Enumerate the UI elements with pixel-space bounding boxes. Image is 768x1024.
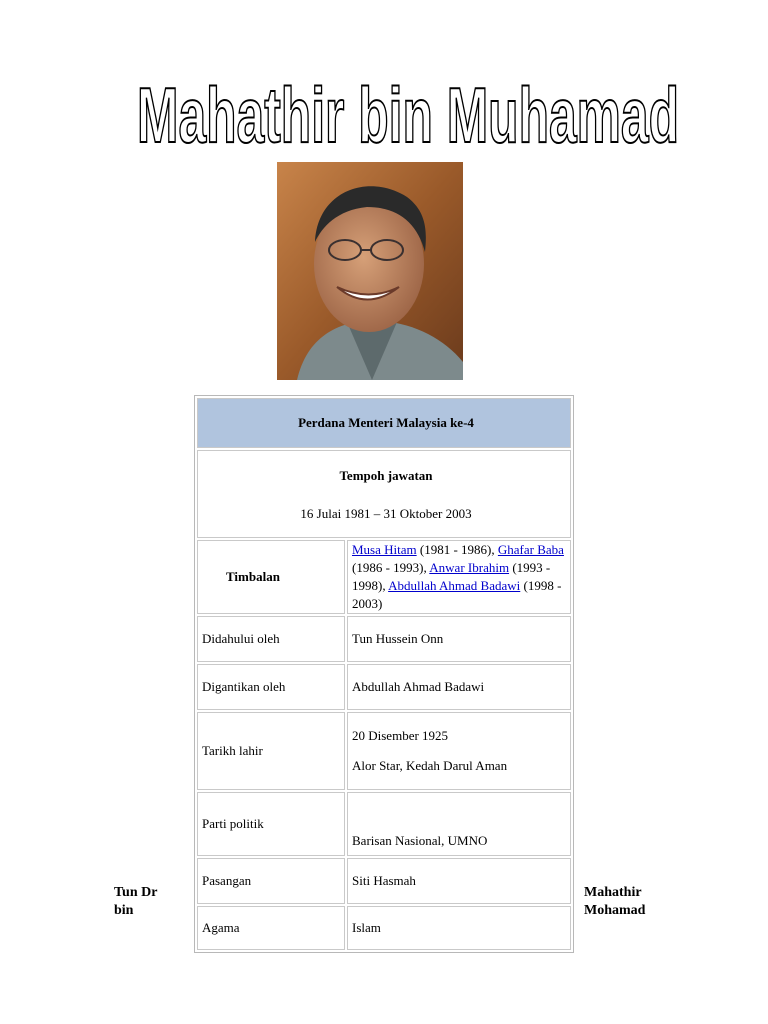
pasangan-label: Pasangan (197, 858, 345, 904)
timbalan-years: (1993 - 1998), (352, 560, 551, 593)
side-text-left (114, 884, 157, 920)
didahului-value: Tun Hussein Onn (347, 616, 571, 662)
table-row (197, 792, 571, 856)
tarikh-label: Tarikh lahir (197, 712, 345, 790)
table-row (197, 858, 571, 904)
table-row (197, 664, 571, 710)
timbalan-value (347, 540, 571, 614)
side-right-line2: Mohamad (584, 903, 646, 918)
timbalan-link[interactable]: Anwar Ibrahim (429, 560, 510, 575)
timbalan-label: Timbalan (197, 540, 345, 614)
parti-label: Parti politik (197, 792, 345, 856)
table-row (197, 450, 571, 538)
timbalan-years: (1986 - 1993), (352, 560, 430, 575)
timbalan-years: (1998 - 2003) (352, 578, 562, 611)
timbalan-link[interactable]: Musa Hitam (352, 542, 417, 557)
table-row (197, 398, 571, 448)
timbalan-link[interactable]: Abdullah Ahmad Badawi (388, 578, 521, 593)
page-title-wordart (0, 60, 768, 160)
digantikan-label: Digantikan oleh (197, 664, 345, 710)
side-left-line2: bin (114, 903, 134, 918)
tempoh-label: Tempoh jawatan (339, 468, 433, 483)
agama-value: Islam (347, 906, 571, 950)
tarikh-date: 20 Disember 1925 (352, 728, 449, 743)
tarikh-place: Alor Star, Kedah Darul Aman (352, 758, 508, 773)
parti-value: Barisan Nasional, UMNO (347, 792, 571, 856)
side-text-right (584, 884, 645, 920)
infobox-header: Perdana Menteri Malaysia ke-4 (197, 398, 571, 448)
timbalan-years: (1981 - 1986), (416, 542, 498, 557)
timbalan-link[interactable]: Ghafar Baba (497, 542, 564, 557)
table-row (197, 616, 571, 662)
tempoh-cell (197, 450, 571, 538)
table-row (197, 712, 571, 790)
infobox-table (194, 395, 574, 953)
tarikh-value (347, 712, 571, 790)
agama-label: Agama (197, 906, 345, 950)
table-row (197, 906, 571, 950)
page-title: Mahathir bin Muhamad (137, 71, 679, 159)
pasangan-value: Siti Hasmah (347, 858, 571, 904)
didahului-label: Didahului oleh (197, 616, 345, 662)
side-right-line1: Mahathir (584, 885, 642, 900)
digantikan-value: Abdullah Ahmad Badawi (347, 664, 571, 710)
table-row (197, 540, 571, 614)
side-left-line1: Tun Dr (114, 885, 158, 900)
portrait-photo (277, 162, 463, 380)
tempoh-dates: 16 Julai 1981 – 31 Oktober 2003 (300, 506, 472, 521)
